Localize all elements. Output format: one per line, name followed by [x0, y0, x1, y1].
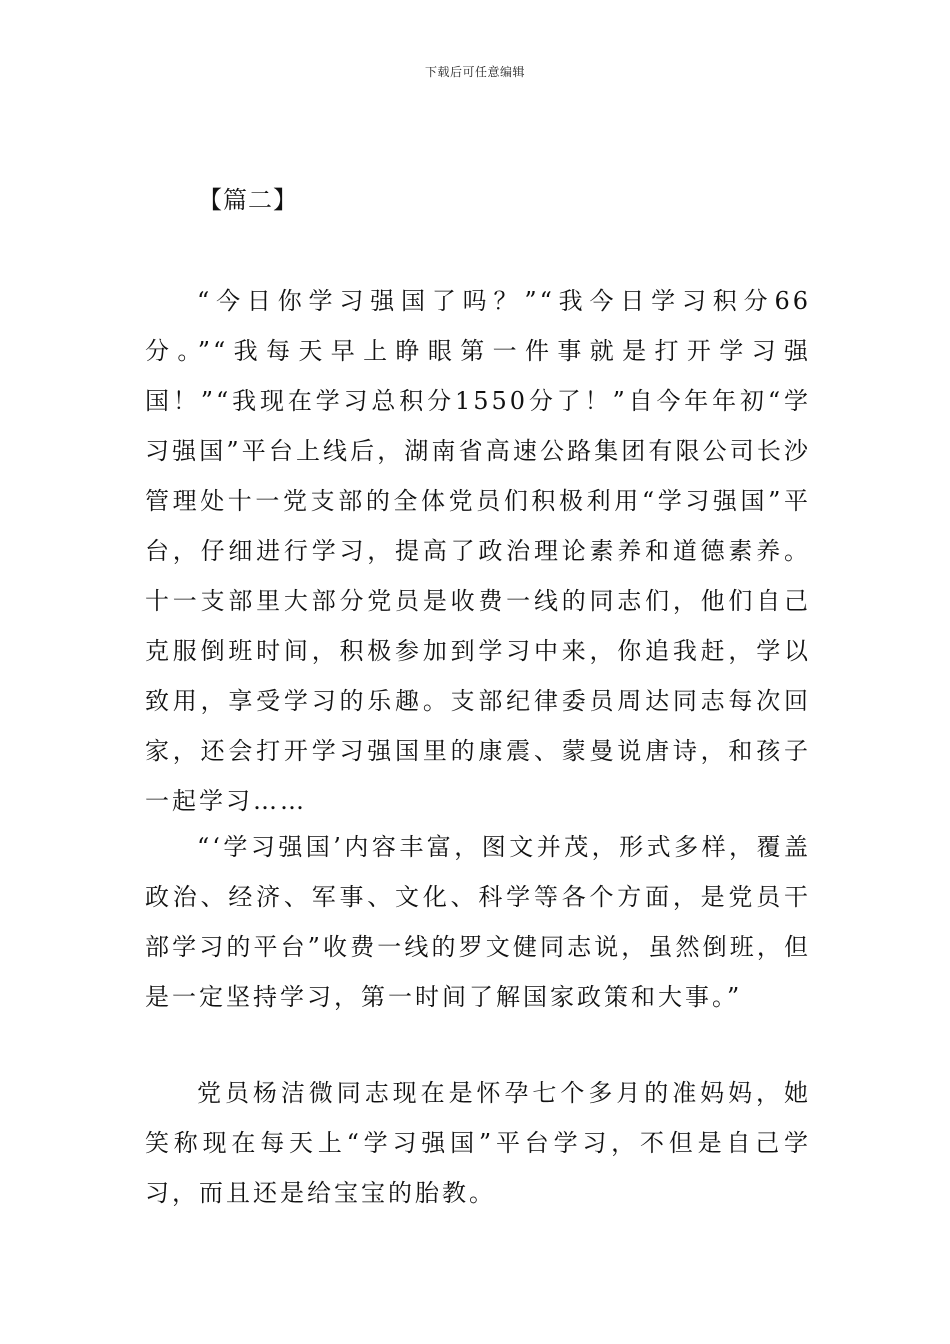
section-title: 【篇二】: [198, 186, 298, 214]
page-header: 下载后可任意编辑: [424, 65, 525, 79]
paragraph-3: 党员杨洁微同志现在是怀孕七个多月的准妈妈，她笑称现在每天上“学习强国”平台学习，不但是自己学习，而且还是给宝宝的胎教。: [145, 1079, 811, 1207]
paragraph-1: “今日你学习强国了吗？”“我今日学习积分66分。”“我每天早上睁眼第一件事就是打开学习强国！”“我现在学习总积分1550分了！”自今年年初“学习强国”平台上线后，湖南省高速公路集团有限公司长沙管理处十一党支部的全体党员们积极利用“学习强国”平台，仔细进行学习，提高了政治理论素养和道德素养。十一支部里大部分党员是收费一线的同志们，他们自己克服倒班时间，积极参加到学习中来，你追我赶，学以致用，享受学习的乐趣。支部纪律委员周达同志每次回家，还会打开学习强国里的康震、蒙曼说唐诗，和孩子一起学习……: [145, 287, 811, 815]
paragraph-2: “‘学习强国’内容丰富，图文并茂，形式多样，覆盖政治、经济、军事、文化、科学等各个方面，是党员干部学习的平台”收费一线的罗文健同志说，虽然倒班，但是一定坚持学习，第一时间了解国家政策和大事。”: [145, 833, 811, 1011]
